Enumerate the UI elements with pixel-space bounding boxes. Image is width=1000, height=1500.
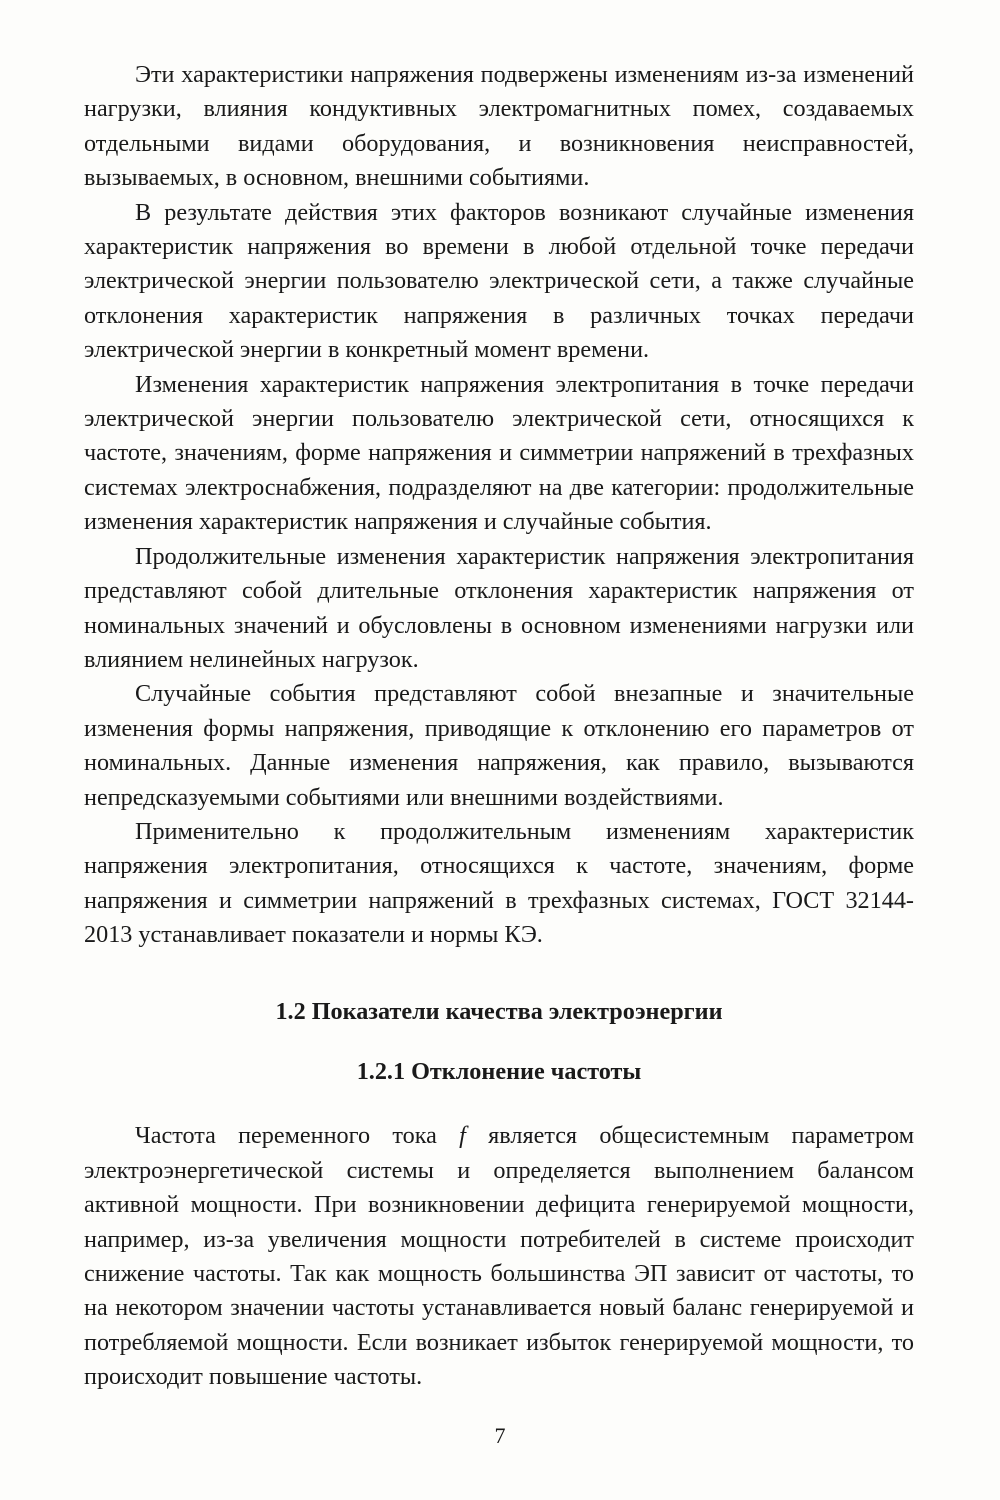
paragraph-frequency-rest: является общесистемным параметром электроэнергетической системы и определяется выполнением балансом активной мощности. При возникновении дефицита генерируемой мощности, например, из-за увеличения мощности потребителей в системе происходит снижение частоты. Так как мощность большинства ЭП зависит от частоты, то на некотором значении частоты устанавливается новый баланс генерируемой и потребляемой мощности. Если возникает избыток генерируемой мощности, то происходит повышение частоты.: [84, 1122, 914, 1391]
paragraph-1: Эти характеристики напряжения подвержены изменениям из-за изменений нагрузки, влияния кондуктивных электромагнитных помех, создаваемых отдельными видами оборудования, и возникновения неисправностей, вызываемых, в основном, внешними событиями.: [84, 61, 914, 192]
paragraph-6: Применительно к продолжительным изменениям характеристик напряжения электропитания, относящихся к частоте, значениям, форме напряжения и симметрии напряжений в трехфазных системах, ГОСТ 32144-2013 устанавливает показатели и нормы КЭ.: [84, 817, 914, 949]
paragraph-5: Случайные события представляют собой внезапные и значительные изменения формы напряжения, приводящие к отклонению его параметров от номинальных. Данные изменения напряжения, как правило, вызываются непредсказуемыми событиями или внешними воздействиями.: [84, 680, 914, 811]
section-heading: 1.2 Показатели качества электроэнергии: [275, 997, 723, 1025]
paragraph-2: В результате действия этих факторов возникают случайные изменения характеристик напряжения во времени в любой отдельной точке передачи электрической энергии пользователю электрической сети, а также случайные отклонения характеристик напряжения в различных точках передачи электрической энергии в конкретный момент времени.: [84, 198, 914, 364]
paragraph-3: Изменения характеристик напряжения электропитания в точке передачи электрической энергии пользователю электрической сети, относящихся к частоте, значениям, форме напряжения и симметрии напряжений в трехфазных системах электроснабжения, подразделяют на две категории: продолжительные изменения характеристик напряжения и случайные события.: [84, 370, 914, 536]
page-number: 7: [494, 1423, 506, 1448]
paragraph-frequency-start: Частота переменного тока: [135, 1122, 460, 1150]
paragraph-frequency: [84, 1119, 914, 1394]
subsection-heading: 1.2.1 Отклонение частоты: [356, 1057, 642, 1085]
frequency-variable: f: [459, 1122, 466, 1150]
paragraph-4: Продолжительные изменения характеристик напряжения электропитания представляют собой длительные отклонения характеристик напряжения от номинальных значений и обусловлены в основном изменениями нагрузки или влиянием нелинейных нагрузок.: [84, 542, 914, 673]
